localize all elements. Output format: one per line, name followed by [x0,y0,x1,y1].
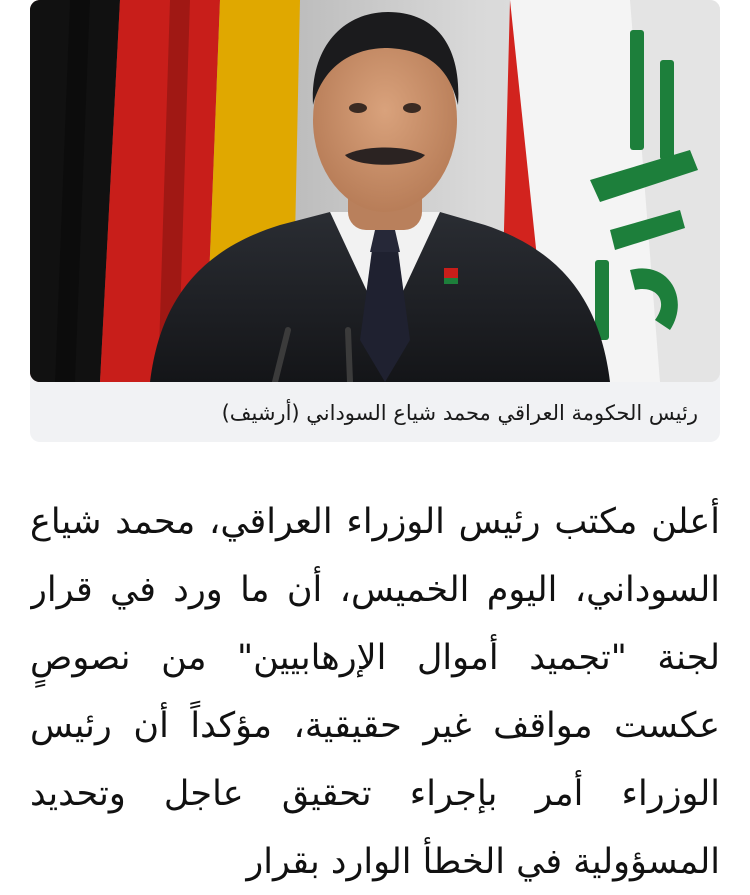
portrait-photo-icon [30,0,720,382]
article-body [30,488,720,895]
article-photo[interactable] [30,0,720,382]
article-figure [30,0,720,442]
photo-caption: رئيس الحكومة العراقي محمد شياع السوداني (أرشيف) [221,401,698,425]
article-paragraph: أعلن مكتب رئيس الوزراء العراقي، محمد شياع السوداني، اليوم الخميس، أن ما ورد في قرار لجنة "تجميد أموال الإرهابيين" من نصوصٍ عكست مواقف غير حقيقية، مؤكداً أن رئيس الوزراء أمر بإجراء تحقيق عاجل وتحديد المسؤولية في الخطأ الوارد بقرار [30,502,720,882]
